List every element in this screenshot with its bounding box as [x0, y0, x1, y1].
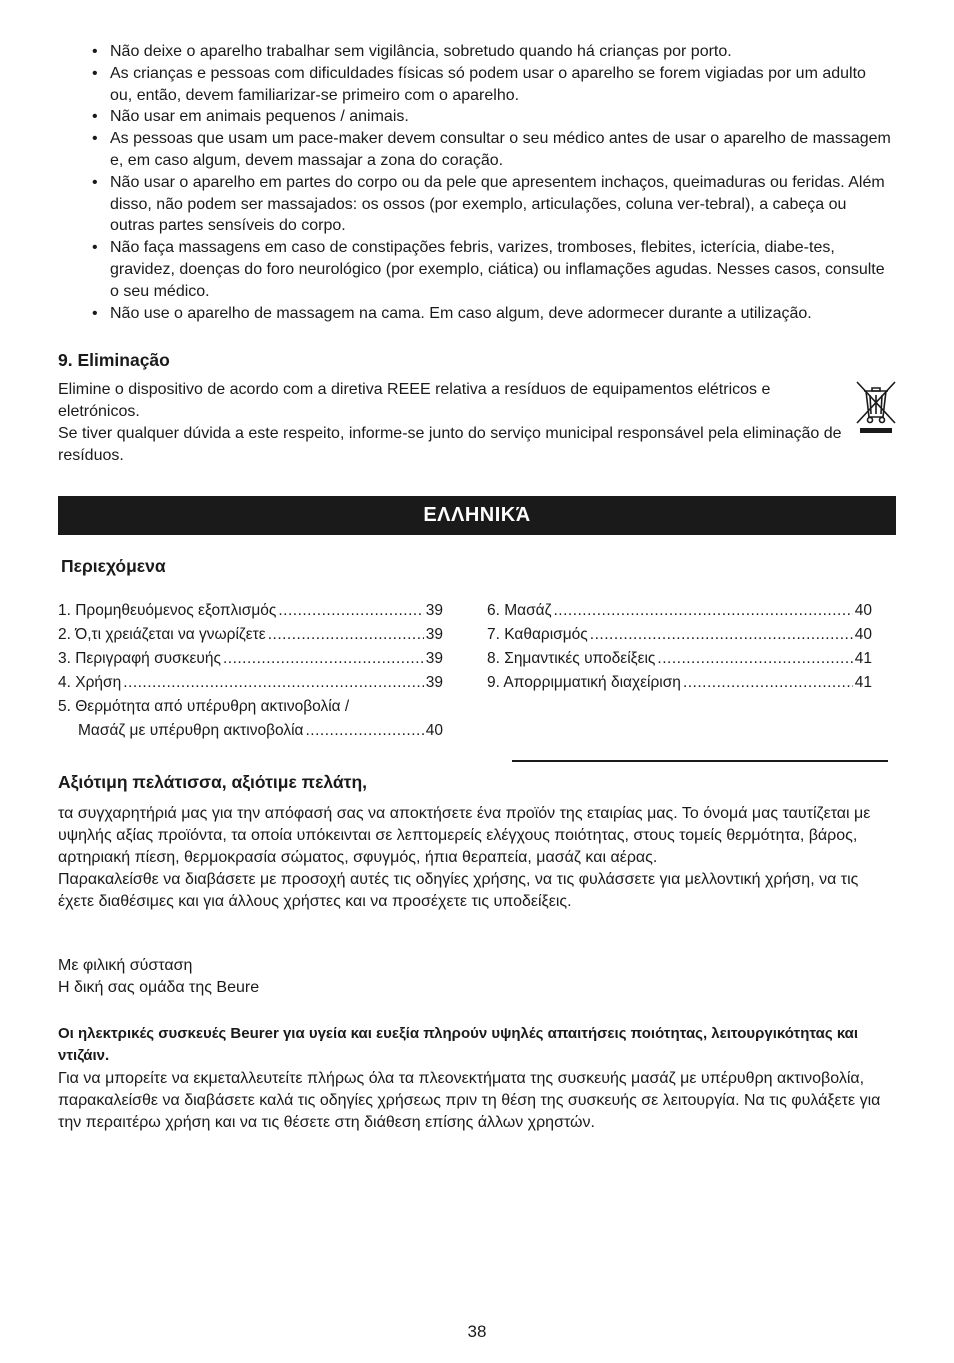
closing-block	[58, 955, 888, 999]
toc-entry	[58, 695, 443, 719]
elimination-line: Elimine o dispositivo de acordo com a diretiva REEE relativa a resíduos de equipamentos elétricos e eletrónicos.	[58, 381, 771, 420]
toc-leader	[683, 671, 853, 695]
list-item: • As pessoas que usam um pace-maker devem consultar o seu médico antes de usar o aparelho de massagem e, em caso algum, devem massajar a zona do coração.	[92, 128, 892, 172]
toc-entry	[487, 599, 872, 623]
toc-leader	[305, 719, 423, 743]
toc-entry-page: 40	[854, 626, 872, 643]
intro-text: τα συγχαρητήριά μας για την απόφασή σας να αποκτήσετε ένα προϊόν της εταιρίας μας. Το όνομά μας ταυτίζεται με υψηλής αξίας προϊόντα, τα οποία υπόκεινται σε λεπτομερείς ελέγχους ποιότητας, στους τομείς θερμότητα, βάρος, αρτηριακή πίεση, θερμοκρασία σώματος, σφυγμός, ήπια θεραπεία, μασάζ και αέρας.	[58, 805, 871, 866]
list-item: • Não usar o aparelho em partes do corpo ou da pele que apresentem inchaços, queimaduras ou feridas. Além disso, não podem ser massajados: os ossos (por exemplo, articulações, coluna ver-tebral), a cabeça ou outras partes sensíveis do corpo.	[92, 172, 892, 237]
toc-leader	[590, 623, 853, 647]
closing-line: Η δική σας ομάδα της Beure	[58, 979, 260, 996]
toc-entry-title: 7. Καθαρισμός	[487, 626, 588, 643]
toc-entry-page: 41	[854, 674, 872, 691]
closing-line: Με φιλική σύσταση	[58, 957, 193, 974]
intro-paragraph	[58, 803, 888, 913]
toc-leader	[553, 599, 852, 623]
elimination-heading: 9. Eliminação	[58, 350, 170, 370]
toc-entry-title: 8. Σημαντικές υποδείξεις	[487, 650, 656, 667]
toc-entry-title: 4. Χρήση	[58, 674, 122, 691]
toc-entry	[58, 623, 443, 647]
toc-entry	[58, 719, 443, 743]
usage-paragraph: Για να μπορείτε να εκμεταλλευτείτε πλήρως όλα τα πλεονεκτήματα της συσκευής μασάζ με υπέρυθρη ακτινοβολία, παρακαλείσθε να διαβάσετε καλά τις οδηγίες χρήσεως πριν τη θέση της συσκευής σε λειτουργία. Να τις φυλάξετε για την περαιτέρω χρήση και να τις θέσετε στη διάθεση επίσης άλλων χρηστών.	[58, 1070, 881, 1131]
toc-entry	[58, 671, 443, 695]
toc-entry	[487, 671, 872, 695]
elimination-text	[58, 379, 848, 467]
list-item: • As crianças e pessoas com dificuldades físicas só podem usar o aparelho se forem vigiadas por um adulto ou, então, devem familiarizar-se primeiro com o aparelho.	[92, 63, 892, 107]
safety-bullet-list	[92, 41, 892, 324]
section-divider	[512, 760, 888, 762]
toc-entry-title: 1. Προμηθευόμενος εξοπλισμός	[58, 602, 277, 619]
list-item: • Não faça massagens em caso de constipações febris, varizes, tromboses, flebites, icterícia, diabe-tes, gravidez, doenças do foro neurológico (por exemplo, ciática) ou inflamações agudas. Nesses casos, consulte o seu médico.	[92, 237, 892, 302]
toc-entry-page: 39	[425, 602, 443, 619]
toc-leader	[223, 647, 424, 671]
toc-leader	[123, 671, 424, 695]
toc-entry-page: 39	[425, 674, 443, 691]
list-item: • Não use o aparelho de massagem na cama. Em caso algum, deve adormecer durante a utilização.	[92, 303, 892, 325]
intro-text: Παρακαλείσθε να διαβάσετε με προσοχή αυτές τις οδηγίες χρήσης, να τις φυλάσσετε για μελλοντική χρήση, να τις έχετε διαθέσιμες και για άλλους χρήστες και να προσέχετε τις υποδείξεις.	[58, 871, 859, 910]
toc-entry	[58, 647, 443, 671]
toc-entry-title: 5. Θερμότητα από υπέρυθρη ακτινοβολία /	[58, 698, 350, 715]
toc-entry	[58, 599, 443, 623]
elimination-line: Se tiver qualquer dúvida a este respeito, informe-se junto do serviço municipal responsável pela eliminação de resíduos.	[58, 425, 842, 464]
page-number: 38	[467, 1322, 487, 1341]
toc-leader	[278, 599, 423, 623]
toc-heading: Περιεχόμενα	[61, 556, 166, 576]
toc-leader	[657, 647, 852, 671]
greeting-heading: Αξιότιμη πελάτισσα, αξιότιμε πελάτη,	[58, 772, 368, 792]
toc-entry-title: 2. Ό,τι χρειάζεται να γνωρίζετε	[58, 626, 266, 643]
toc-right-column	[487, 599, 872, 695]
list-item: • Não usar em animais pequenos / animais.	[92, 106, 892, 128]
toc-entry-title: 3. Περιγραφή συσκευής	[58, 650, 221, 667]
toc-entry-title: 6. Μασάζ	[487, 602, 552, 619]
toc-leader	[268, 623, 424, 647]
quality-statement: Οι ηλεκτρικές συσκευές Beurer για υγεία και ευεξία πληρούν υψηλές απαιτήσεις ποιότητας, λειτουργικότητας και ντιζάιν.	[58, 1025, 859, 1064]
toc-left-column	[58, 599, 443, 743]
toc-entry-title: 9. Απορριμματική διαχείριση	[487, 674, 681, 691]
toc-entry-title: Μασάζ με υπέρυθρη ακτινοβολία	[78, 722, 304, 739]
toc-entry	[487, 647, 872, 671]
toc-entry-page: 40	[854, 602, 872, 619]
toc-entry-page: 40	[425, 722, 443, 739]
toc-entry	[487, 623, 872, 647]
list-item: • Não deixe o aparelho trabalhar sem vigilância, sobretudo quando há crianças por porto.	[92, 41, 892, 63]
toc-entry-page: 41	[854, 650, 872, 667]
crossed-out-wheelie-bin-icon	[854, 379, 898, 434]
language-section-bar: ΕΛΛΗΝΙΚΆ	[58, 496, 896, 535]
toc-entry-page: 39	[425, 650, 443, 667]
toc-entry-page: 39	[425, 626, 443, 643]
